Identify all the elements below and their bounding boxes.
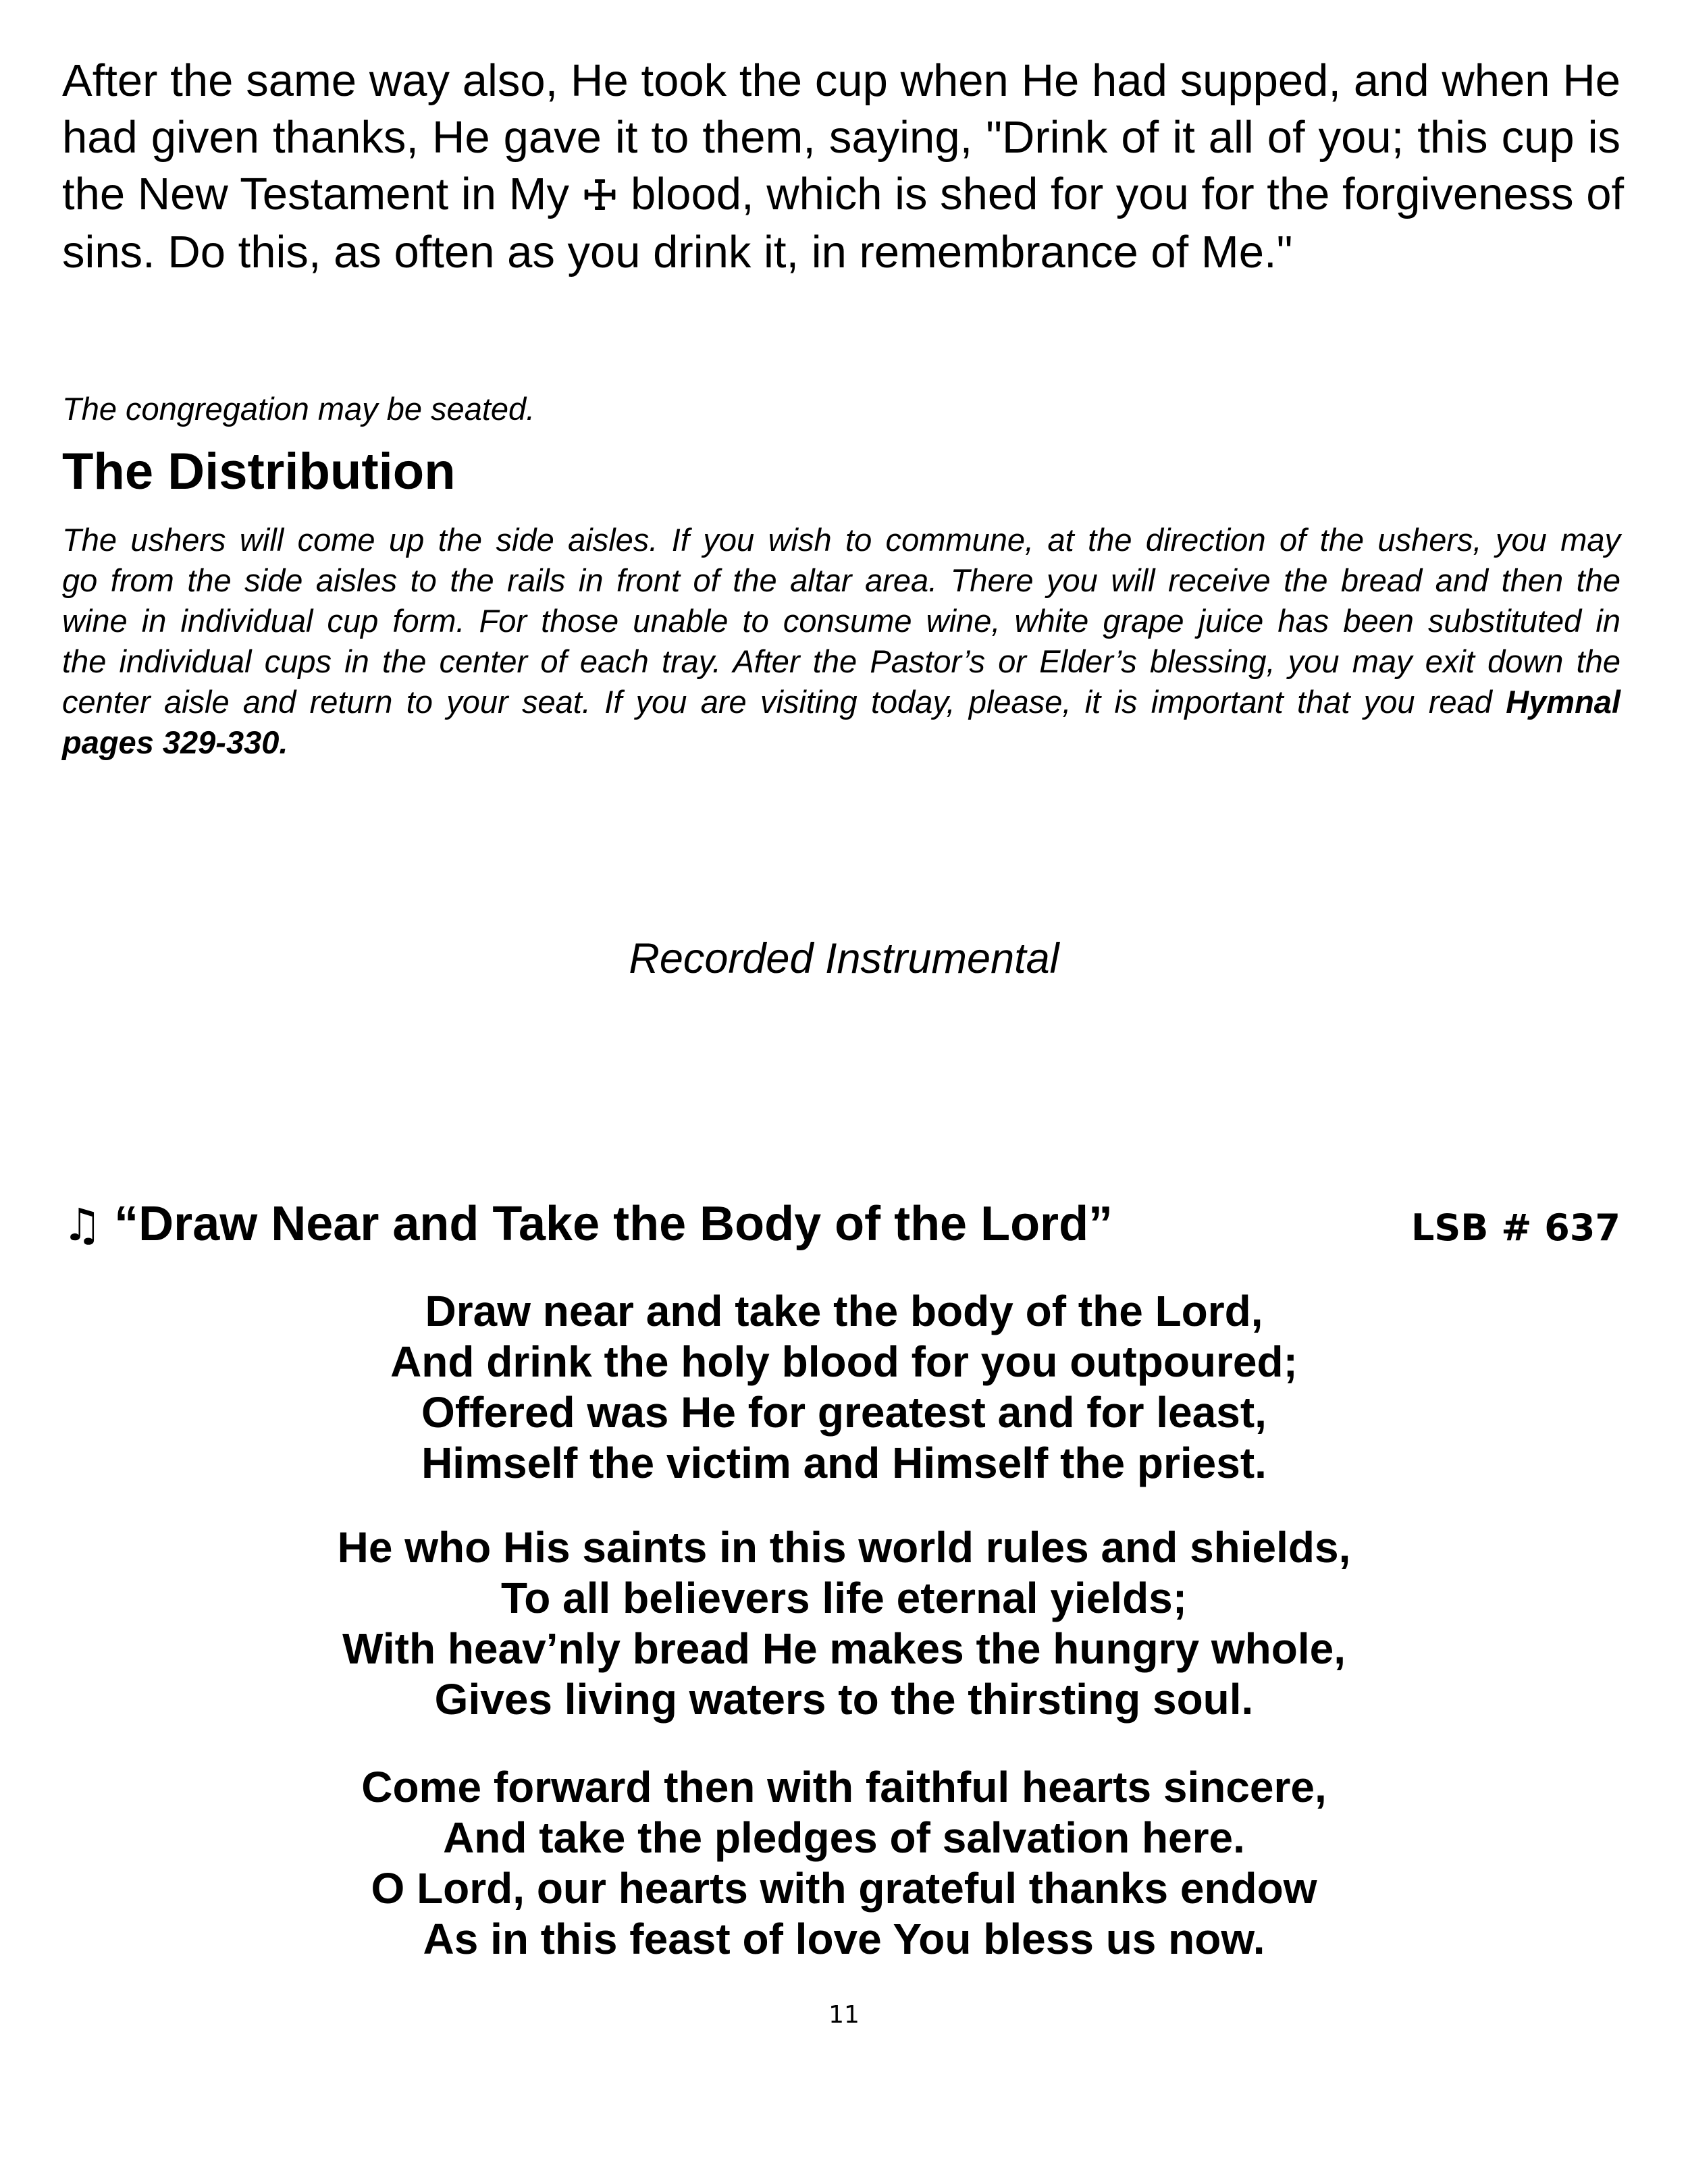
cross-icon: ☩ [581,172,618,219]
words-line-prefix: the New Testament in My [62,169,569,219]
words-line: sins. Do this, as often as you drink it, in remembrance of Me." [62,227,1293,277]
lyric-line: And drink the holy blood for you outpoured; [390,1337,1298,1386]
hymn-number: LSB # 637 [1410,1206,1620,1249]
hymnal-reference: Hymnal [1506,684,1620,720]
lyric-line: As in this feast of love You bless us now. [423,1915,1265,1963]
words-of-institution [62,53,1625,281]
hymnal-pages: pages 329-330. [62,724,288,760]
lyric-line: He who His saints in this world rules and shields, [337,1523,1351,1572]
lyric-line: Offered was He for greatest and for least, [421,1388,1267,1437]
lyric-line: To all believers life eternal yields; [500,1574,1188,1622]
instruction-line: wine in individual cup form. For those unable to consume wine, white grape juice has been substituted in [62,603,1620,639]
distribution-heading: The Distribution [62,443,456,500]
hymn-stanza-2 [0,1522,1688,1725]
rubric-seated: The congregation may be seated. [62,391,535,427]
page-number: 11 [828,2001,860,2029]
instruction-line: The ushers will come up the side aisles. If you wish to commune, at the direction of the ushers, you may [62,522,1620,558]
words-line [62,166,1625,224]
instruction-line: the individual cups in the center of each tray. After the Pastor’s or Elder’s blessing, you may exit down the [62,643,1620,679]
hymn-title-text: “Draw Near and Take the Body of the Lord” [114,1197,1113,1251]
instruction-line [62,722,1620,763]
words-line: After the same way also, He took the cup when He had supped, and when He [62,55,1620,106]
lyric-line: Come forward then with faithful hearts sincere, [361,1763,1327,1811]
lyric-line: Himself the victim and Himself the priest. [421,1439,1267,1487]
lyric-line: Draw near and take the body of the Lord, [425,1287,1263,1335]
lyric-line: O Lord, our hearts with grateful thanks endow [371,1864,1317,1913]
music-note-icon: ♫ [62,1199,103,1251]
lyric-line: With heav’nly bread He makes the hungry whole, [342,1624,1346,1673]
distribution-instructions [62,520,1620,763]
lyric-line: And take the pledges of salvation here. [443,1813,1245,1862]
hymn-stanza-3 [0,1762,1688,1965]
lyric-line: Gives living waters to the thirsting soul. [434,1675,1254,1724]
instruction-line [62,682,1620,722]
recorded-instrumental: Recorded Instrumental [629,935,1059,982]
hymn-stanza-1 [0,1286,1688,1489]
words-line-suffix: blood, which is shed for you for the forgiveness of [631,169,1625,219]
words-line: had given thanks, He gave it to them, saying, "Drink of it all of you; this cup is [62,112,1620,163]
hymn-title [62,1194,1113,1256]
instruction-line-text: center aisle and return to your seat. If you are visiting today, please, it is important that you read [62,684,1492,720]
instruction-line: go from the side aisles to the rails in front of the altar area. There you will receive the bread and then the [62,562,1620,598]
